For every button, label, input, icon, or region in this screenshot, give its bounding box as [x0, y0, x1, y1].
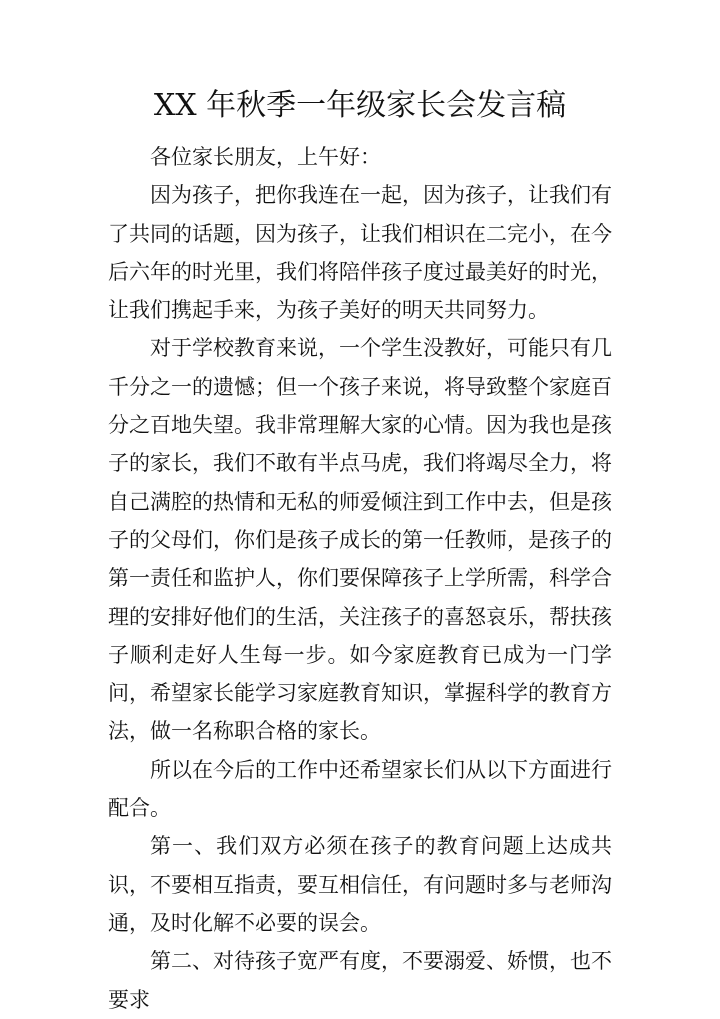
document-title: XX 年秋季一年级家长会发言稿: [153, 88, 567, 123]
document-body: [108, 138, 612, 1019]
paragraph-cooperation: 所以在今后的工作中还希望家长们从以下方面进行配合。: [108, 757, 612, 821]
paragraph-family-education: 对于学校教育来说，一个学生没教好，可能只有几千分之一的遗憾；但一个孩子来说，将导致整个家庭百分之百地失望。我非常理解大家的心情。因为我也是孩子的家长，我们不敢有半点马虎，我们将竭尽全力，将自己满腔的热情和无私的师爱倾注到工作中去，但是孩子的父母们，你们是孩子成长的第一任教师，是孩子的第一责任和监护人，你们要保障孩子上学所需，科学合理的安排好他们的生活，关注孩子的喜怒哀乐，帮扶孩子顺利走好人生每一步。如今家庭教育已成为一门学问，希望家长能学习家庭教育知识，掌握科学的教育方法，做一名称职合格的家长。: [108, 336, 612, 744]
paragraph-intro: 因为孩子，把你我连在一起，因为孩子，让我们有了共同的话题，因为孩子，让我们相识在二完小，在今后六年的时光里，我们将陪伴孩子度过最美好的时光，让我们携起手来，为孩子美好的明天共同努力。: [108, 183, 612, 323]
paragraph-greeting: 各位家长朋友，上午好：: [150, 145, 381, 169]
paragraph-point-one: 第一、我们双方必须在孩子的教育问题上达成共识，不要相互指责，要互相信任，有问题时多与老师沟通，及时化解不必要的误会。: [108, 834, 612, 935]
paragraph-point-two: 第二、对待孩子宽严有度，不要溺爱、娇惯，也不要求: [108, 949, 612, 1012]
